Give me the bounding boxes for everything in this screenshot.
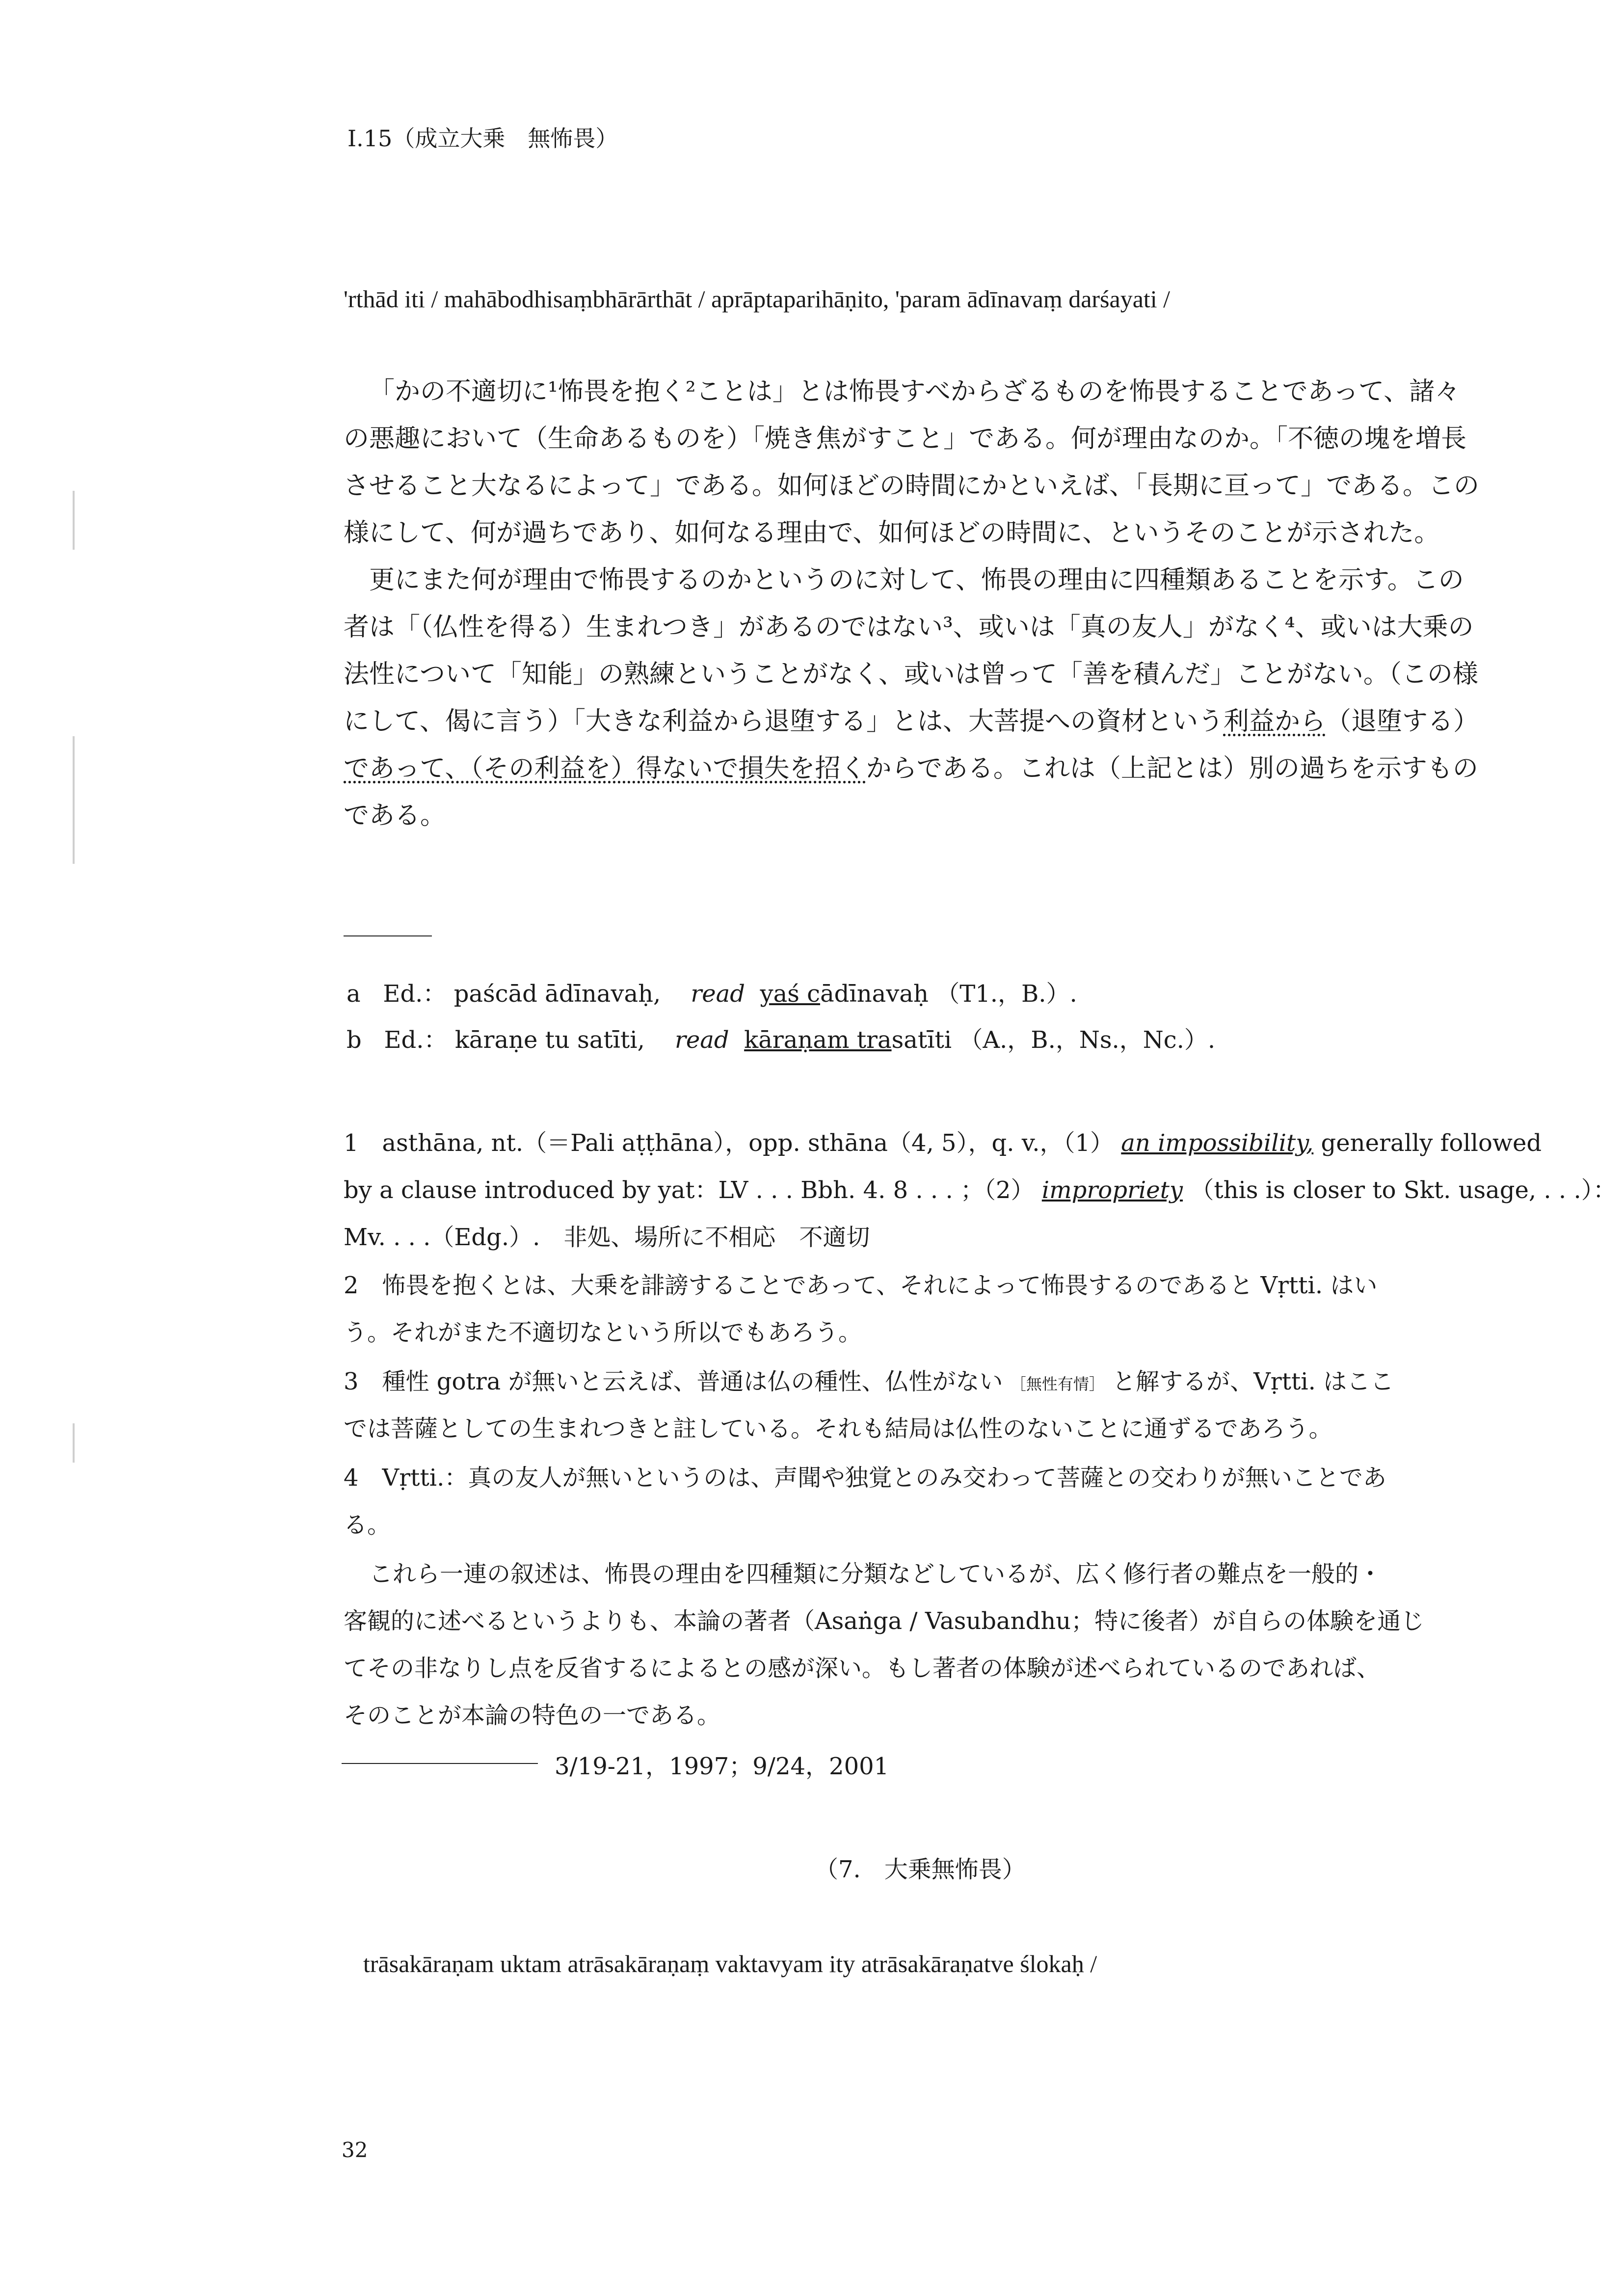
note-label: a [346,980,361,1008]
top-sanskrit-line: 'rthād iti / mahābodhisaṃbhārārthāt / aprāptaparihāṇito, 'param ādīnavaṃ darśayati / [344,285,1171,313]
note-corrected-reading: kāraṇam tra [744,1026,892,1054]
page-number: 32 [342,2138,368,2162]
scan-margin-mark [73,1423,75,1463]
commentary-line: 客観的に述べるというよりも、本論の著者（Asaṅga / Vasubandhu；特に後者）が自らの体験を通じ [344,1607,1425,1635]
note-original-reading: kāraṇe tu satīti, [454,1026,645,1054]
footnote-small-text: ［無性有情］ [1010,1375,1105,1393]
footnote-text: 1 asthāna, nt.（＝Pali aṭṭhāna），opp. sthāna（4, 5），q. v.，（1） [344,1129,1114,1157]
note-read-label: read [691,980,745,1008]
footnote-1-cont [344,1171,1617,1205]
footnote-emphasis: impropriety [1041,1176,1183,1204]
main-text-line: 「かの不適切に¹怖畏を抱く²ことは」とは怖畏すべからざるものを怖畏することであって、諸々 [369,377,1461,406]
footnote-1 [344,1124,1542,1158]
footnote-2: 2 怖畏を抱くとは、大乗を誹謗することであって、それによって怖畏するのであると Vṛtti. はい [344,1272,1378,1299]
textual-note-b [346,1021,1215,1055]
scan-margin-mark [73,736,75,864]
scan-margin-mark [73,491,75,550]
note-ed: Ed.： [384,1026,448,1054]
footnote-3 [344,1362,1394,1396]
textual-note-a [346,975,1077,1009]
footnote-4: 4 Vṛtti.：真の友人が無いというのは、声聞や独覚とのみ交わって菩薩との交わりが無いことであ [344,1464,1386,1492]
footnote-2-cont: う。それがまた不適切なという所以でもあろう。 [344,1319,862,1346]
footnote-text: by a clause introduced by yat：LV . . . Bbh. 4. 8 . . . ；（2） [344,1176,1035,1204]
main-text-line [344,745,1478,792]
main-text-line: の悪趣において（生命あるものを）「焼き焦がすこと」である。何が理由なのか。「不徳の塊を増長 [344,424,1467,454]
note-ed: Ed.： [383,980,447,1008]
note-corrected-reading: yaś c [760,980,821,1008]
section-heading: （7. 大乗無怖畏） [815,1856,1026,1883]
note-corrected-reading-rest: satīti [891,1026,952,1054]
dotted-underline-text: 利益から [1223,707,1326,736]
note-sources: （A.，B.，Ns.，Nc.）. [959,1026,1216,1054]
footnote-text: 3 種性 gotra が無いと云えば、普通は仏の種性、仏性がない [344,1368,1003,1395]
footnote-text: と解するが、Vṛtti. はここ [1112,1368,1394,1395]
commentary-line: そのことが本論の特色の一である。 [344,1702,721,1729]
main-text-fragment: （退堕する） [1325,707,1479,736]
main-text-line: 更にまた何が理由で怖畏するのかというのに対して、怖畏の理由に四種類あることを示す。この [369,565,1464,595]
main-text-line: である。 [344,801,446,830]
note-corrected-reading-rest: ādīnavaḥ [820,980,929,1008]
commentary-line: てその非なりし点を反省するによるとの感が深い。もし著者の体験が述べられているのであれば、 [344,1655,1381,1682]
main-text-line [344,698,1479,745]
footnote-text: generally followed [1321,1129,1542,1157]
footnote-text: （this is closer to Skt. usage, . . .）： [1190,1176,1617,1204]
bottom-sanskrit-line: trāsakāraṇam uktam atrāsakāraṇaṃ vaktavyam ity atrāsakāraṇatve ślokaḥ / [363,1950,1097,1977]
note-label: b [346,1026,362,1054]
section-header: I.15（成立大乗 無怖畏） [347,125,618,152]
main-text-fragment: にして、偈に言う）「大きな利益から退堕する」とは、大菩提への資材という [344,707,1224,736]
footnote-3-cont: では菩薩としての生まれつきと註している。それも結局は仏性のないことに通ずるであろう。 [344,1415,1332,1442]
dates: 3/19-21，1997；9/24，2001 [555,1753,889,1780]
note-sources: （T1.，B.）. [936,980,1077,1008]
main-text-fragment: からである。これは（上記とは）別の過ちを示すもの [866,754,1478,783]
notes-divider [344,935,432,936]
footnote-1-cont: Mv. . . .（Edg.）. 非処、場所に不相応 不適切 [344,1224,870,1251]
date-rule [342,1763,538,1764]
footnote-4-cont: る。 [344,1511,391,1539]
dotted-underline-text: であって、（その利益を）得ないで損失を招く [344,754,866,783]
note-read-label: read [674,1026,729,1054]
main-text-line: 法性について「知能」の熟練ということがなく、或いは曾って「善を積んだ」ことがない。（この様 [344,660,1478,689]
main-text-line: させること大なるによって」である。如何ほどの時間にかといえば、「長期に亘って」である。この [344,471,1480,501]
main-text-line: 者は「（仏性を得る）生まれつき」があるのではない³、或いは「真の友人」がなく⁴、或いは大乗の [344,613,1474,642]
main-text-line: 様にして、何が過ちであり、如何なる理由で、如何ほどの時間に、というそのことが示された。 [344,518,1440,548]
footnote-emphasis: an impossibility, [1121,1129,1314,1157]
commentary-line: これら一連の叙述は、怖畏の理由を四種類に分類などしているが、広く修行者の難点を一般的・ [369,1560,1383,1588]
note-original-reading: paścād ādīnavaḥ, [453,980,661,1008]
